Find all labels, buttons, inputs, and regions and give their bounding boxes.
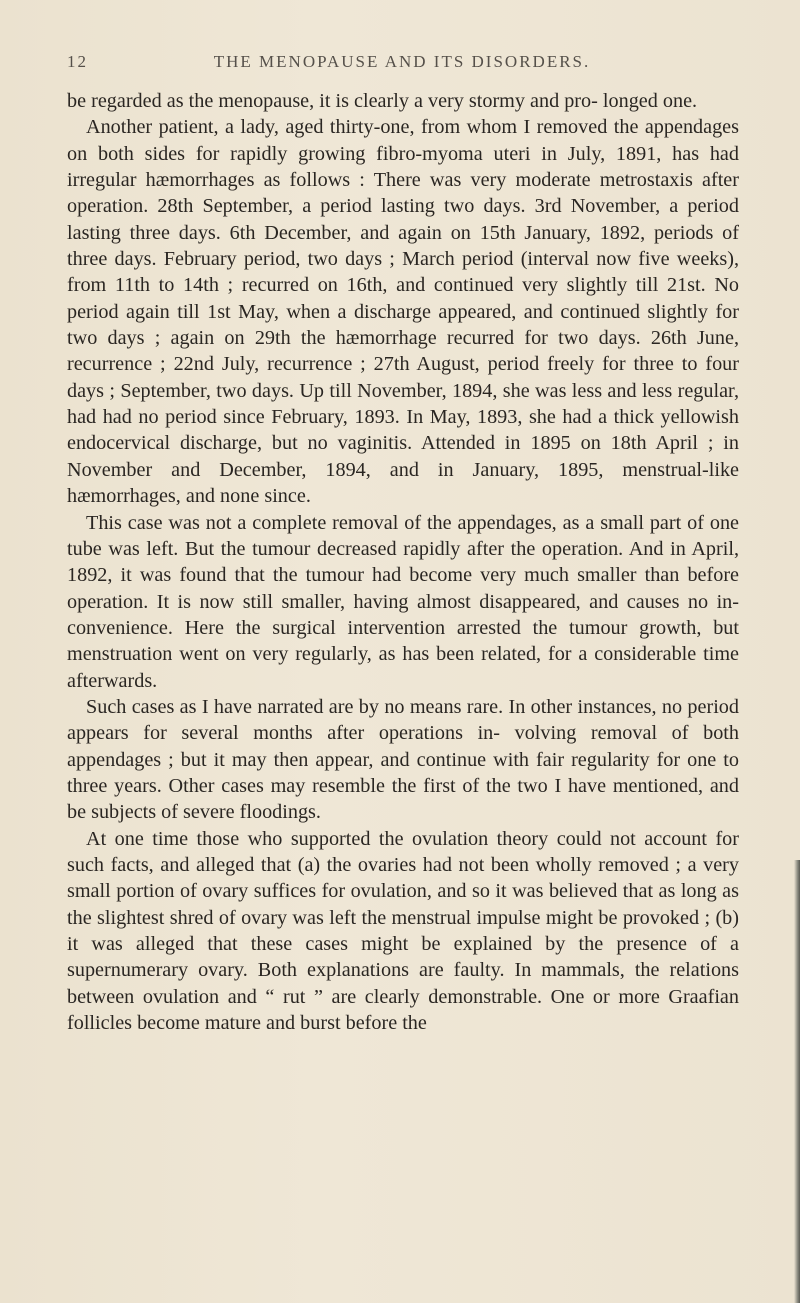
paragraph-ovulation-theory: At one time those who supported the ovulation theory could not account for such facts, and alleged that (a) the ovaries had not been wholly removed ; a very small portion of ovary suffices for ovulation, and so it was believed that as long as the slightest shred of ovary was left the menstrual impulse might be provoked ; (b) it was alleged that these cases might be explained by the presence of a supernumerary ovary. Both explanations are faulty. In mammals, the relations between ovulation and “ rut ” are clearly demonstrable. One or more Graafian follicles become mature and burst before the: [67, 827, 739, 1035]
page-number: 12: [67, 52, 88, 71]
running-title: THE MENOPAUSE AND ITS DISORDERS.: [213, 52, 591, 71]
paragraph-continuation: be regarded as the menopause, it is clearly a very stormy and pro- longed one.: [67, 90, 698, 112]
body-text: [67, 88, 739, 1036]
paragraph-similar-cases: Such cases as I have narrated are by no means rare. In other instances, no period appears for several months after operations in- volving removal of both appendages ; but it may then appear, and continue with fair regularity for one to three years. Other cases may resemble the first of the two I have mentioned, and be subjects of severe floodings.: [67, 695, 739, 824]
page-edge-shadow: [794, 860, 800, 1303]
paragraph-patient-case: Another patient, a lady, aged thirty-one, from whom I removed the appendages on both sides for rapidly growing fibro-myoma uteri in July, 1891, has had irregular hæmorrhages as follows : There was very moderate metrostaxis after operation. 28th September, a period lasting two days. 3rd November, a period lasting three days. 6th December, and again on 15th January, 1892, periods of three days. February period, two days ; March period (interval now five weeks), from 11th to 14th ; recurred on 16th, and continued very slightly till 21st. No period again till 1st May, when a discharge appeared, and continued slightly for two days ; again on 29th the hæmorrhage recurred for two days. 26th June, recurrence ; 22nd July, recurrence ; 27th August, period freely for three to four days ; September, two days. Up till November, 1894, she was less and less regular, had had no period since February, 1893. In May, 1893, she had a thick yellowish endocervical discharge, but no vaginitis. Attended in 1895 on 18th April ; in November and December, 1894, and in January, 1895, menstrual-like hæmorrhages, and none since.: [67, 116, 739, 508]
paragraph-case-discussion: This case was not a complete removal of the appendages, as a small part of one tube was left. But the tumour decreased rapidly after the operation. And in April, 1892, it was found that the tumour had become very much smaller than before operation. It is now still smaller, having almost disappeared, and causes no in- convenience. Here the surgical intervention arrested the tumour growth, but menstruation went on very regularly, as has been related, for a considerable time afterwards.: [67, 511, 739, 692]
page-header: [67, 52, 737, 82]
